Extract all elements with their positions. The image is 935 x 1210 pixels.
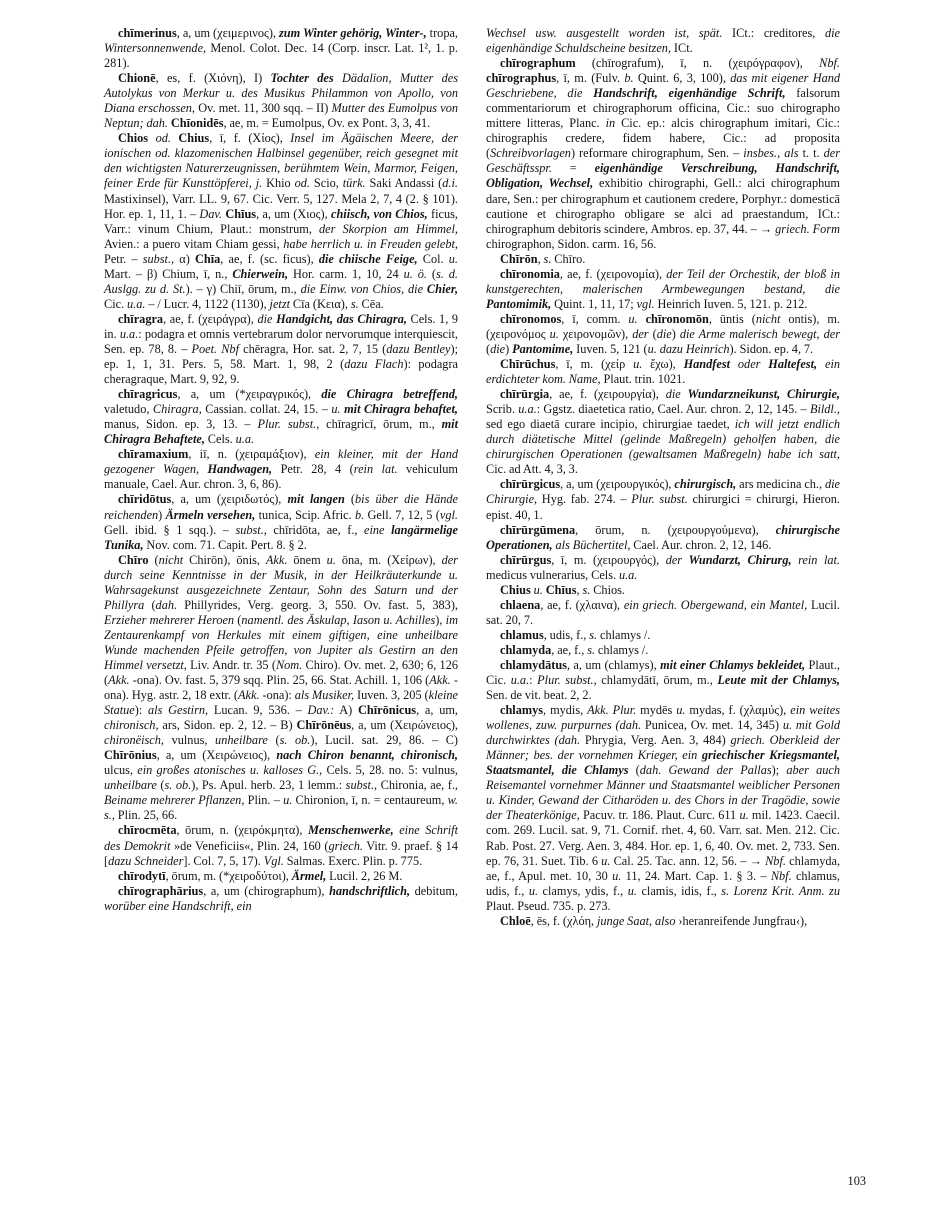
dictionary-entry: chīronomia, ae, f. (χειρονομία), der Teil der Orchestik, der bloß in kunstgerechten, malerischen Armbewegungen bestand, die Pantomimik, Quint. 1, 11, 17; vgl. Heinrich Iuven. 5, 121. p. 212. <box>486 266 840 311</box>
dictionary-entry: chīragra, ae, f. (χειράγρα), die Handgicht, das Chiragra, Cels. 1, 9 in. u.a.: podagra et omnis vertebrarum dolor nervorumque interquiescit, Sen. ep. 78, 8. – Poet. Nbf chēragra, Hor. sat. 2, 7, 15 (dazu Bentley); ep. 1, 1, 31. Pers. 5, 58. Mart. 1, 98, 2 (dazu Flach): podagra cheragraque, Mart. 9, 92, 9. <box>104 311 459 387</box>
dictionary-entry: chīronomos, ī, comm. u. chīronomōn, ūntis (nicht ontis), m. (χειρονόμος u. χειρονομῶν), der (die) die Arme malerisch bewegt, der (die) Pantomime, Iuven. 5, 121 (u. dazu Heinrich). Sidon. ep. 4, 7. <box>486 311 840 356</box>
dictionary-entry: Chloē, ēs, f. (χλόη, junge Saat, also ›heranreifende Jungfrau‹), <box>500 913 808 928</box>
dictionary-entry-continuation: Wechsel usw. ausgestellt worden ist, spät. ICt.: creditores, die eigenhändige Schuldscheine besitzen, ICt. <box>486 26 840 56</box>
dictionary-entry: chīragricus, a, um (*χειραγρικός), die Chiragra betreffend, valetudo, Chiragra, Cassian. collat. 24, 15. – u. mit Chiragra behaftet, manus, Sidon. ep. 3, 13. – Plur. subst., chīragricī, ōrum, m., mit Chiragra Behaftete, Cels. u.a. <box>104 387 459 447</box>
dictionary-entry: chlaena, ae, f. (χλαινα), ein griech. Obergewand, ein Mantel, Lucil. sat. 20, 7. <box>486 597 840 627</box>
column-left <box>104 26 458 929</box>
dictionary-entry: chlamys, mydis, Akk. Plur. mydēs u. mydas, f. (χλαμύς), ein weites wollenes, zuw. purpurnes (dah. Punicea, Ov. met. 14, 345) u. mit Gold durchwirktes (dah. Phrygia, Verg. Aen. 3, 484) griech. Oberkleid der Männer; bes. der vornehmen Krieger, ein griechischer Kriegsmantel, Staatsmantel, die Chlamys (dah. Gewand der Pallas); aber auch Reisemantel vornehmer Männer und Staatsmantel weiblicher Personen u. Kinder, Gewand der Citharöden u. des Chors in der Tragödie, sowie der Theaterkönige, Pacuv. tr. 186. Plaut. Curc. 611 u. mil. 1423. Caecil. com. 269. Lucil. sat. 9, 71. Cornif. rhet. 4, 60. Varr. sat. Men. 212. Cic. Rab. Post. 27. Verg. Aen. 3, 484. Hor. ep. 1, 6, 40. Ov. met. 2, 733. Sen. ep. 76, 31. Suet. Tib. 6 u. Cal. 25. Tac. ann. 12, 56. – → Nbf. chlamyda, ae, f., Apul. met. 10, 30 u. 11, 24. Mart. Cap. 1. § 3. – Nbf. chlamus, udis, f., u. clamys, ydis, f., u. clamis, idis, f., s. Lorenz Krit. Anm. zu Plaut. Pseud. 735. p. 273. <box>486 703 841 913</box>
dictionary-entry: chlamus, udis, f., s. chlamys /. <box>500 627 651 642</box>
dictionary-entry: Chionē, es, f. (Χιόνη), I) Tochter des Dädalion, Mutter des Autolykus von Merkur u. des Musikus Philammon von Apollo, von Diana erschossen, Ov. met. 11, 300 sqq. – II) Mutter des Eumolpus von Neptun; dah. Chīonidēs, ae, m. = Eumolpus, Ov. ex Pont. 3, 3, 41. <box>104 71 459 131</box>
dictionary-entry: chīrūrgia, ae, f. (χειρουργία), die Wundarzneikunst, Chirurgie, Scrib. u.a.: Ggstz. diaetetica ratio, Cael. Aur. chron. 2, 12, 145. – Bildl., sed ego diaetā curare incipio, chirurgiae taedet, ich will jetzt endlich durch diätetische Mittel (gelinde Maßregeln) geholfen haben, die chirurgischen Operationen (gewaltsamen Maßregeln) habe ich satt, Cic. ad Att. 4, 3, 3. <box>486 387 840 477</box>
dictionary-entry: chlamydātus, a, um (chlamys), mit einer Chlamys bekleidet, Plaut., Cic. u.a.: Plur. subst., chlamydātī, ōrum, m., Leute mit der Chlamys, Sen. de vit. beat. 2, 2. <box>486 657 840 703</box>
dictionary-entry: chīrūrgus, ī, m. (χειρουργός), der Wundarzt, Chirurg, rein lat. medicus vulnerarius, Cels. u.a. <box>486 552 841 582</box>
dictionary-entry: Chīrōn, s. Chīro. <box>500 251 586 266</box>
dictionary-entry: chīrūrgicus, a, um (χειρουργικός), chirurgisch, ars medicina ch., die Chirurgie, Hyg. fab. 274. – Plur. subst. chirurgici = chirurgi, Hieron. epist. 40, 1. <box>486 477 840 522</box>
dictionary-entry: chīmerinus, a, um (χειμερινος), zum Winter gehörig, Winter-, tropa, Wintersonnenwende, Menol. Colot. Dec. 14 (Corp. inscr. Lat. 1², 1. p. 281). <box>104 26 458 71</box>
page-number: 103 <box>847 1174 866 1188</box>
dictionary-entry: chīrographum (chīrografum), ī, n. (χειρόγραφον), Nbf. chīrographus, ī, m. (Fulv. b. Quint. 6, 3, 100), das mit eigener Hand Geschriebene, die Handschrift, eigenhändige Schrift, falsorum commentariorum et chirographorum officina, Cic.: suo chirographo mittere litteras, Planc. in Cic. ep.: alcis chirographum imitari, Cic.: chirographis credere, fidem habere, Cic.: ad proposita (Schreibvorlagen) reformare chirographum, Sen. – insbes., als t. t. der Geschäftsspr. = eigenhändige Verschreibung, Handschrift, Obligation, Wechsel, exhibitio chirographi, Gell.: alci chirographum dare, Sen.: per chirographum et cautionem credere, Porphyr.: domesticā cautione et chirographo obligare se alci ad praestandum, ICt.: chirographum debitoris scindere, Ambros. ep. 37, 44. – → griech. Form chirographon, Sidon. carm. 16, 56. <box>486 56 841 251</box>
dictionary-entry: chīramaxium, iī, n. (χειραμάξιον), ein kleiner, mit der Hand gezogener Wagen, Handwagen, Petr. 28, 4 (rein lat. vehiculum manuale, Cael. Aur. chron. 3, 6, 86). <box>104 447 458 492</box>
dictionary-entry: chīrocmēta, ōrum, n. (χειρόκμητα), Menschenwerke, eine Schrift des Demokrit »de Veneficiis«, Plin. 24, 160 (griech. Vitr. 9. praef. § 14 [dazu Schneider]. Col. 7, 5, 17). Vgl. Salmas. Exerc. Plin. p. 775. <box>104 823 458 868</box>
dictionary-entry: Chīro (nicht Chirōn), ōnis, Akk. ōnem u. ōna, m. (Χείρων), der durch seine Kenntnisse in der Musik, in der Heilkräuterkunde u. Wahrsagekunst ausgezeichnete Zentaur, Sohn des Saturn und der Phillyra (dah. Phillyrides, Verg. georg. 3, 550. Ov. fast. 5, 383), Erzieher mehrerer Heroen (namentl. des Äskulap, Iason u. Achilles), im Zentaurenkampf von Herkules mit einem giftigen, eine unheilbare Wunde machenden Pfeile getroffen, von Jupiter als Gestirn an den Himmel versetzt, Liv. Andr. tr. 35 (Nom. Chiro). Ov. met. 2, 630; 6, 126 (Akk. -ona). Ov. fast. 5, 379 sqq. Plin. 25, 66. Stat. Achill. 1, 106 (Akk. -ona). Hyg. astr. 2, 18 extr. (Akk. -ona): als Musiker, Iuven. 3, 205 (kleine Statue): als Gestirn, Lucan. 9, 536. – Dav.: A) Chīrōnicus, a, um, chironisch, ars, Sidon. ep. 2, 12. – B) Chīrōnēus, a, um (Χειρώνειος), chironëisch, vulnus, unheilbare (s. ob.), Lucil. sat. 29, 86. – C) Chīrōnius, a, um (Χειρώνειος), nach Chiron benannt, chironisch, ulcus, ein großes atonisches u. kalloses G., Cels. 5, 28. no. 5: vulnus, unheilbare (s. ob.), Ps. Apul. herb. 23, 1 lemm.: subst., Chironia, ae, f., Beiname mehrerer Pflanzen, Plin. – u. Chironion, ī, n. = centaureum, w. s., Plin. 25, 66. <box>104 552 459 823</box>
text-columns <box>104 26 866 929</box>
column-right <box>486 26 840 929</box>
dictionary-entry: chīrographārius, a, um (chirographum), handschriftlich, debitum, worüber eine Handschrift, ein <box>104 883 458 913</box>
dictionary-entry: Chios od. Chius, ī, f. (Χίος), Insel im Ägäischen Meere, der ionischen od. klazomenischen Halbinsel gegenüber, reich gesegnet mit den wichtigsten Naturerzeugnissen, berühmtem Wein, Marmor, Feigen, feiner Erde für Kunsttöpferei, j. Khio od. Scio, türk. Saki Andassi (d.i. Mastixinsel), Varr. LL. 9, 67. Cic. Verr. 5, 127. Mela 2, 7, 4 (2. § 101). Hor. ep. 1, 11, 1. – Dav. Chīus, a, um (Χιος), chiisch, von Chios, ficus, Varr.: vinum Chium, Plaut.: monstrum, der Skorpion am Himmel, Avien.: a puero vitam Chiam gessi, habe herrlich u. in Freuden gelebt, Petr. – subst., α) Chīa, ae, f. (sc. ficus), die chiische Feige, Col. u. Mart. – β) Chium, ī, n., Chierwein, Hor. carm. 1, 10, 24 u. ö. (s. d. Auslgg. zu d. St.). – γ) Chiī, ōrum, m., die Einw. von Chios, die Chier, Cic. u.a. – / Lucr. 4, 1122 (1130), jetzt Cīa (Κεια), s. Cēa. <box>104 131 459 311</box>
dictionary-entry: chīrodytī, ōrum, m. (*χειροδύτοι), Ärmel, Lucil. 2, 26 M. <box>118 868 403 883</box>
dictionary-entry: chīridōtus, a, um (χειριδωτός), mit langen (bis über die Hände reichenden) Ärmeln versehen, tunica, Scip. Afric. b. Gell. 7, 12, 5 (vgl. Gell. ibid. § 1 sqq.). – subst., chīridōta, ae, f., eine langärmelige Tunika, Nov. com. 71. Capit. Pert. 8. § 2. <box>104 492 459 552</box>
dictionary-entry: chlamyda, ae, f., s. chlamys /. <box>500 642 649 657</box>
dictionary-entry: Chīrūchus, ī, m. (χείρ u. ἔχω), Handfest oder Haltefest, ein erdichteter kom. Name, Plaut. trin. 1021. <box>486 357 841 387</box>
dictionary-entry: chīrūrgūmena, ōrum, n. (χειρουργούμενα), chirurgische Operationen, als Büchertitel, Cael. Aur. chron. 2, 12, 146. <box>486 522 840 552</box>
dictionary-entry: Chius u. Chīus, s. Chios. <box>500 582 625 597</box>
